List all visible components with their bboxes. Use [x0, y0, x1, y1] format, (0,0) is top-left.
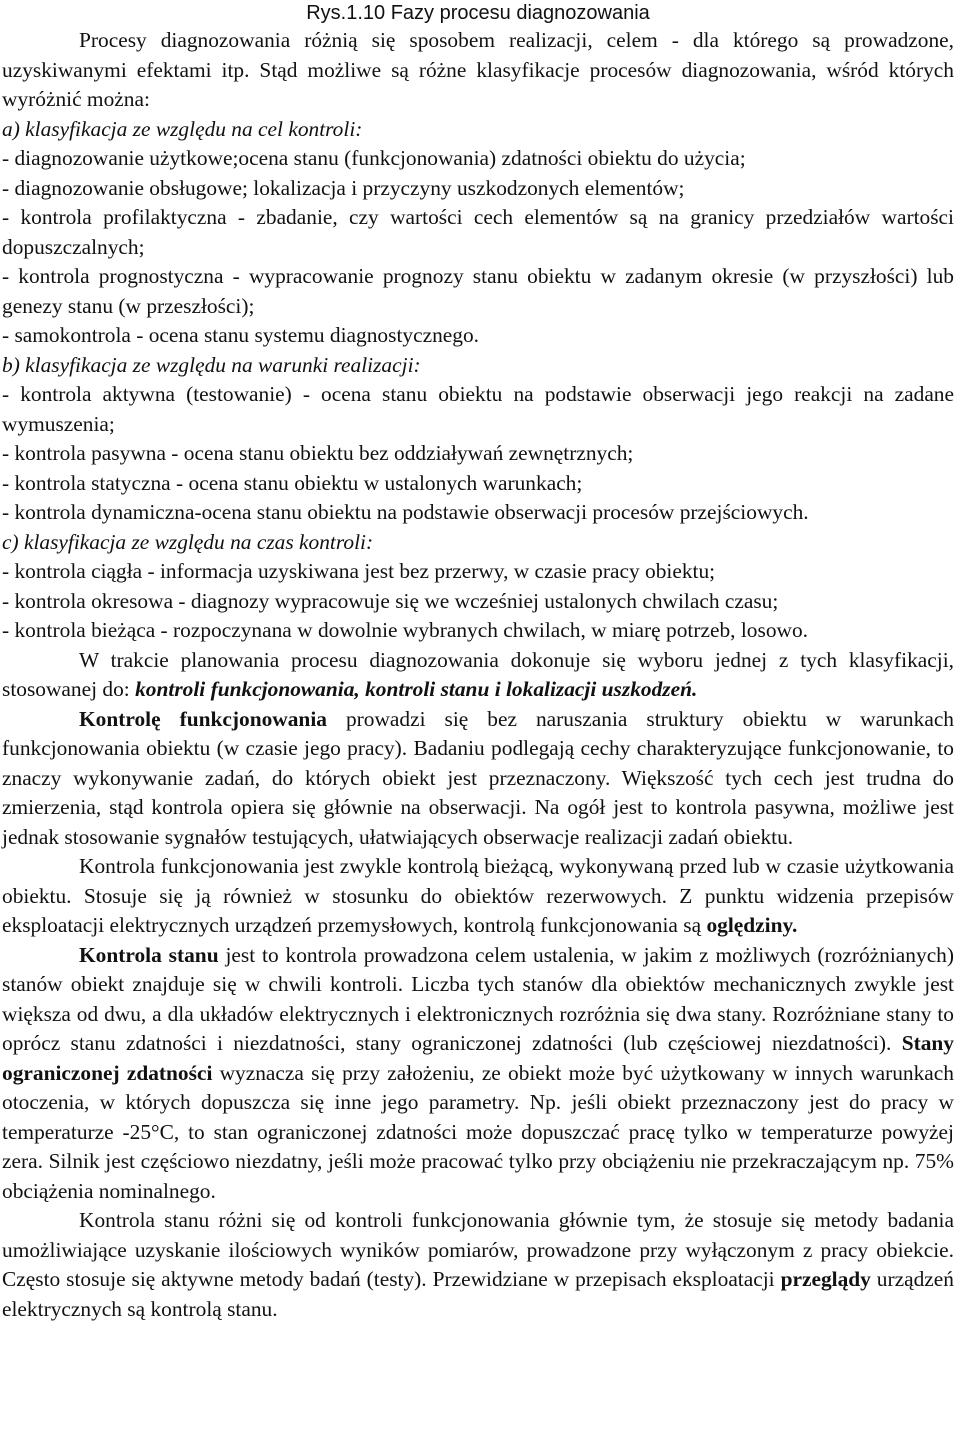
functional-control-paragraph	[2, 705, 954, 853]
difference-text-1: Kontrola stanu różni się od kontroli funkcjonowania głównie tym, że stosuje się metody badania umożliwiające uzyskanie ilościowych wyników pomiarów, prowadzone przy wyłączonym z pracy obiekcie. Często stosuje się aktywne metody badań (testy). Przewidziane w przepisach eksploatacji	[2, 1208, 954, 1291]
functional-control-term: Kontrolę funkcjonowania	[79, 706, 327, 731]
functional-control-text: prowadzi się bez naruszania struktury obiektu w warunkach funkcjonowania obiektu (w czasie jego pracy). Badaniu podlegają cechy charakteryzujące funkcjonowanie, to znaczy wykonywanie zadań, do których obiekt jest przeznaczony. Większość tych cech jest trudna do zmierzenia, stąd kontrola opiera się głównie na obserwacji. Na ogół jest to kontrola pasywna, możliwe jest jednak stosowanie sygnałów testujących, ułatwiających obserwacje realizacji zadań obiektu.	[2, 706, 955, 849]
state-control-term: Kontrola stanu	[79, 942, 219, 967]
section-a	[2, 115, 954, 351]
difference-paragraph	[2, 1206, 954, 1324]
state-control-text-2: wyznacza się przy założeniu, ze obiekt może być użytkowany w innych warunkach otoczenia, w których dopuszcza się inne jego parametry. Np. jeśli obiekt przeznaczony jest do pracy w temperaturze -25°C, to stan ograniczonej zdatności może dopuszczać pracę tylko w temperaturze powyżej zera. Silnik jest częściowo niezdatny, jeśli może pracować tylko przy obciążeniu nie przekraczającym np. 75% obciążenia nominalnego.	[2, 1060, 954, 1203]
section-b	[2, 351, 954, 528]
section-c-item: - kontrola bieżąca - rozpoczynana w dowolnie wybranych chwilach, w miarę potrzeb, losowo.	[2, 618, 809, 642]
section-b-item: - kontrola aktywna (testowanie) - ocena stanu obiektu na podstawie obserwacji jego reakcji na zadane wymuszenia;	[2, 382, 954, 436]
section-a-item: - samokontrola - ocena stanu systemu diagnostycznego.	[2, 323, 480, 347]
section-b-item: - kontrola statyczna - ocena stanu obiektu w ustalonych warunkach;	[2, 470, 583, 495]
inspection-term: oględziny.	[706, 913, 798, 937]
section-b-heading: b) klasyfikacja ze względu na warunki realizacji:	[2, 352, 421, 377]
section-c	[2, 528, 954, 646]
section-b-item: - kontrola pasywna - ocena stanu obiektu bez oddziaływań zewnętrznych;	[2, 441, 634, 465]
section-a-item: - diagnozowanie obsługowe; lokalizacja i przyczyny uszkodzonych elementów;	[2, 175, 685, 200]
section-c-item: - kontrola okresowa - diagnozy wypracowuje się we wcześniej ustalonych chwilach czasu;	[2, 588, 779, 613]
section-a-heading: a) klasyfikacja ze względu na cel kontroli:	[2, 116, 363, 141]
difference-text-2: urządzeń elektrycznych są kontrolą stanu.	[2, 1267, 954, 1321]
state-control-paragraph	[2, 941, 954, 1207]
section-a-item: - diagnozowanie użytkowe;ocena stanu (funkcjonowania) zdatności obiektu do użycia;	[2, 146, 746, 170]
limited-readiness-term: Stany ograniczonej zdatności	[2, 1031, 954, 1085]
section-b-item: - kontrola dynamiczna-ocena stanu obiektu na podstawie obserwacji procesów przejściowych.	[2, 500, 809, 524]
figure-caption: Rys.1.10 Fazy procesu diagnozowania	[306, 2, 650, 24]
intro-paragraph: Procesy diagnozowania różnią się sposobem realizacji, celem - dla którego są prowadzone, uzyskiwanymi efektami itp. Stąd możliwe są różne klasyfikacje procesów diagnozowania, wśród których wyróżnić można:	[2, 28, 954, 111]
planning-text: W trakcie planowania procesu diagnozowania dokonuje się wyboru jednej z tych klasyfikacji, stosowanej do:	[2, 647, 954, 701]
section-c-heading: c) klasyfikacja ze względu na czas kontroli:	[2, 529, 374, 554]
section-a-item: - kontrola profilaktyczna - zbadanie, czy wartości cech elementów są na granicy przedziałów wartości dopuszczalnych;	[2, 205, 954, 259]
planning-paragraph	[2, 646, 954, 705]
section-c-item: - kontrola ciągła - informacja uzyskiwana jest bez przerwy, w czasie pracy obiektu;	[2, 559, 716, 583]
planning-emphasis: kontroli funkcjonowania, kontroli stanu i lokalizacji uszkodzeń.	[135, 677, 698, 701]
document-page	[2, 0, 954, 1324]
section-a-item: - kontrola prognostyczna - wypracowanie prognozy stanu obiektu w zadanym okresie (w przyszłości) lub genezy stanu (w przeszłości);	[2, 264, 954, 318]
functional-control-paragraph-2	[2, 852, 954, 941]
functional-control-2-text: Kontrola funkcjonowania jest zwykle kontrolą bieżącą, wykonywaną przed lub w czasie użytkowania obiektu. Stosuje się ją również w stosunku do obiektów rezerwowych. Z punktu widzenia przepisów eksploatacji elektrycznych urządzeń przemysłowych, kontrolą funkcjonowania są	[2, 854, 954, 937]
reviews-term: przeglądy	[780, 1267, 871, 1291]
state-control-text-1: jest to kontrola prowadzona celem ustalenia, w jakim z możliwych (rozróżnianych) stanów obiekt znajduje się w chwili kontroli. Liczba tych stanów dla obiektów mechanicznych zwykle jest większa od dwu, a dla układów elektrycznych i elektronicznych rozróżnia się dwa stany. Rozróżniane stany to oprócz stanu zdatności i niezdatności, stany ograniczonej zdatności (lub częściowej niezdatności).	[2, 942, 955, 1055]
